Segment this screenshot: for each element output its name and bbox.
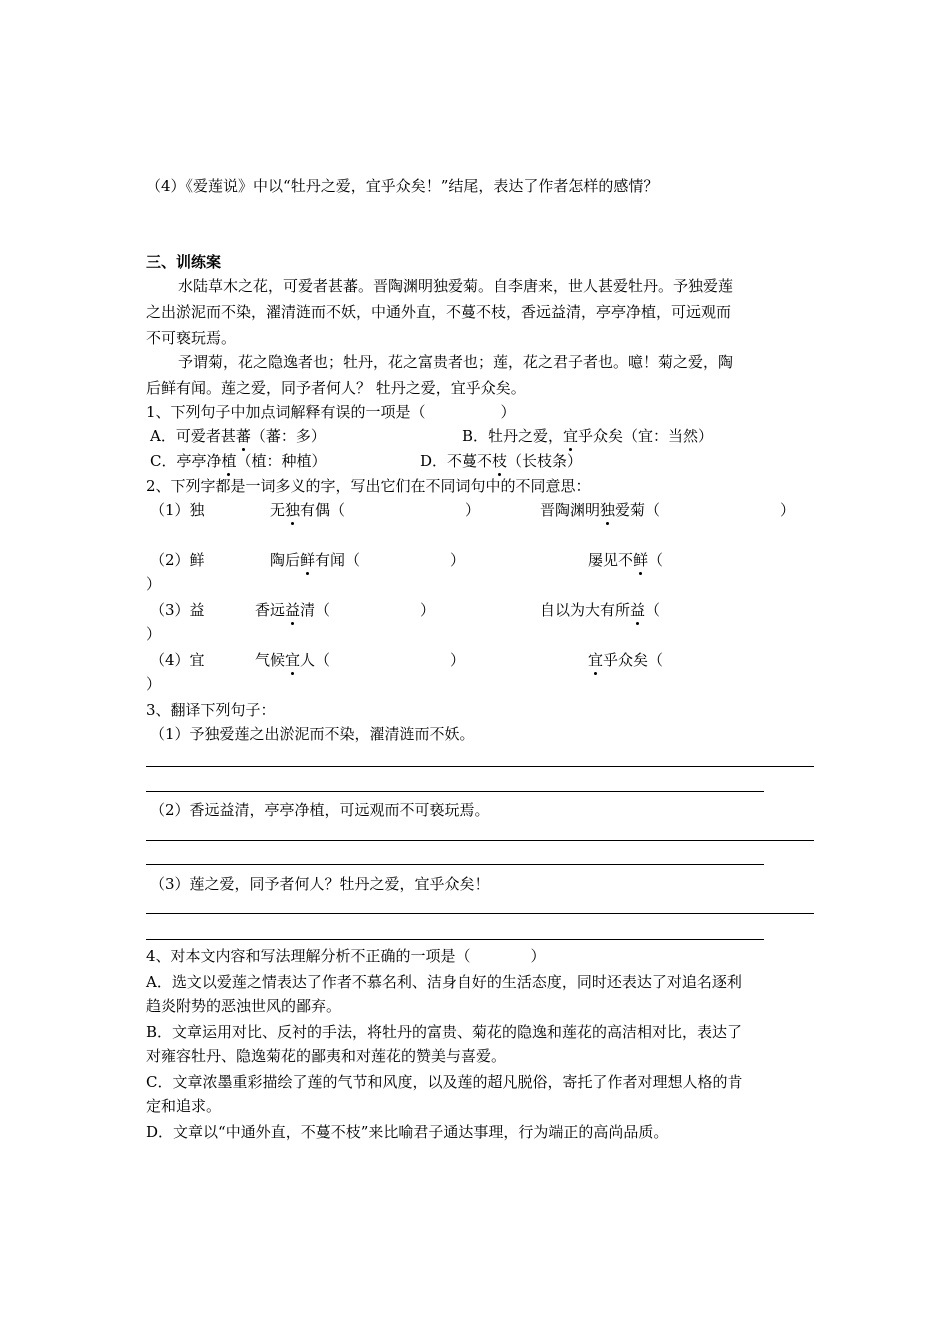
- q2-row3-label: （3）益: [150, 601, 205, 619]
- q2-row3-item-a: 香远益清（ ）: [255, 601, 436, 619]
- q4-option-c: C．文章浓墨重彩描绘了莲的气节和风度，以及莲的超凡脱俗，寄托了作者对理想人格的肯: [146, 1073, 743, 1091]
- answer-line: [146, 840, 814, 841]
- q4-option-c-cont: 定和追求。: [146, 1097, 222, 1115]
- q3-sentence-2: （2）香远益清，亭亭净植，可远观而不可亵玩焉。: [150, 801, 490, 819]
- q2-row2-close: ）: [146, 575, 162, 593]
- q1-option-d: D．不蔓不枝（长枝条）: [420, 452, 583, 470]
- question-4-prev: （4）《爱莲说》中以“牡丹之爱，宜乎众矣！”结尾，表达了作者怎样的感情？: [146, 177, 659, 195]
- answer-line: [146, 791, 764, 792]
- q2-row3-close: ）: [146, 625, 162, 643]
- q4-option-b-cont: 对雍容牡丹、隐逸菊花的鄙夷和对莲花的赞美与喜爱。: [146, 1047, 507, 1065]
- q2-row1-label: （1）独: [150, 501, 205, 519]
- q1-stem: 1、下列句子中加点词解释有误的一项是（ ）: [146, 403, 516, 421]
- q2-row4-close: ）: [146, 675, 162, 693]
- q1-option-c: C．亭亭净植（植：种植）: [150, 452, 327, 470]
- q3-sentence-3: （3）莲之爱，同予者何人？牡丹之爱，宜乎众矣！: [150, 875, 490, 893]
- q2-row4-item-b: 宜乎众矣（: [588, 651, 664, 669]
- passage-line: 之出淤泥而不染，濯清涟而不妖，中通外直，不蔓不枝，香远益清，亭亭净植，可远观而: [146, 303, 732, 321]
- q3-stem: 3、翻译下列句子：: [146, 701, 276, 719]
- section-title: 三、训练案: [146, 253, 222, 271]
- passage-line: 后鲜有闻。莲之爱，同予者何人？ 牡丹之爱，宜乎众矣。: [146, 379, 526, 397]
- q4-option-a-cont: 趋炎附势的恶浊世风的鄙弃。: [146, 997, 342, 1015]
- answer-line: [146, 864, 764, 865]
- q2-row2-item-b: 屡见不鲜（: [588, 551, 664, 569]
- q2-row2-item-a: 陶后鲜有闻（ ）: [270, 551, 466, 569]
- q4-option-a: A．选文以爱莲之情表达了作者不慕名利、洁身自好的生活态度，同时还表达了对追名逐利: [146, 973, 742, 991]
- q2-row2-label: （2）鲜: [150, 551, 205, 569]
- q1-option-a: A．可爱者甚蕃（蕃：多）: [150, 427, 326, 445]
- answer-line: [146, 939, 764, 940]
- q2-stem: 2、下列字都是一词多义的字，写出它们在不同词句中的不同意思：: [146, 477, 591, 495]
- q2-row1-item-b: 晋陶渊明独爱菊（ ）: [540, 501, 796, 519]
- passage-line: 水陆草木之花，可爱者甚蕃。晋陶渊明独爱菊。自李唐来，世人甚爱牡丹。予独爱莲: [178, 277, 734, 295]
- q4-option-d: D．文章以“中通外直，不蔓不枝”来比喻君子通达事理，行为端正的高尚品质。: [146, 1123, 669, 1141]
- answer-line: [146, 766, 814, 767]
- q2-row1-item-a: 无独有偶（ ）: [270, 501, 481, 519]
- q2-row4-item-a: 气候宜人（ ）: [255, 651, 466, 669]
- q2-row4-label: （4）宜: [150, 651, 205, 669]
- q4-stem: 4、对本文内容和写法理解分析不正确的一项是（ ）: [146, 947, 546, 965]
- answer-line: [146, 913, 814, 914]
- q3-sentence-1: （1）予独爱莲之出淤泥而不染，濯清涟而不妖。: [150, 725, 475, 743]
- passage-line: 予谓菊，花之隐逸者也；牡丹，花之富贵者也；莲，花之君子者也。噫！菊之爱，陶: [178, 353, 734, 371]
- q4-option-b: B．文章运用对比、反衬的手法，将牡丹的富贵、菊花的隐逸和莲花的高洁相对比，表达了: [146, 1023, 743, 1041]
- q1-option-b: B．牡丹之爱，宜乎众矣（宜：当然）: [462, 427, 714, 445]
- q2-row3-item-b: 自以为大有所益（: [540, 601, 661, 619]
- passage-line: 不可亵玩焉。: [146, 329, 237, 347]
